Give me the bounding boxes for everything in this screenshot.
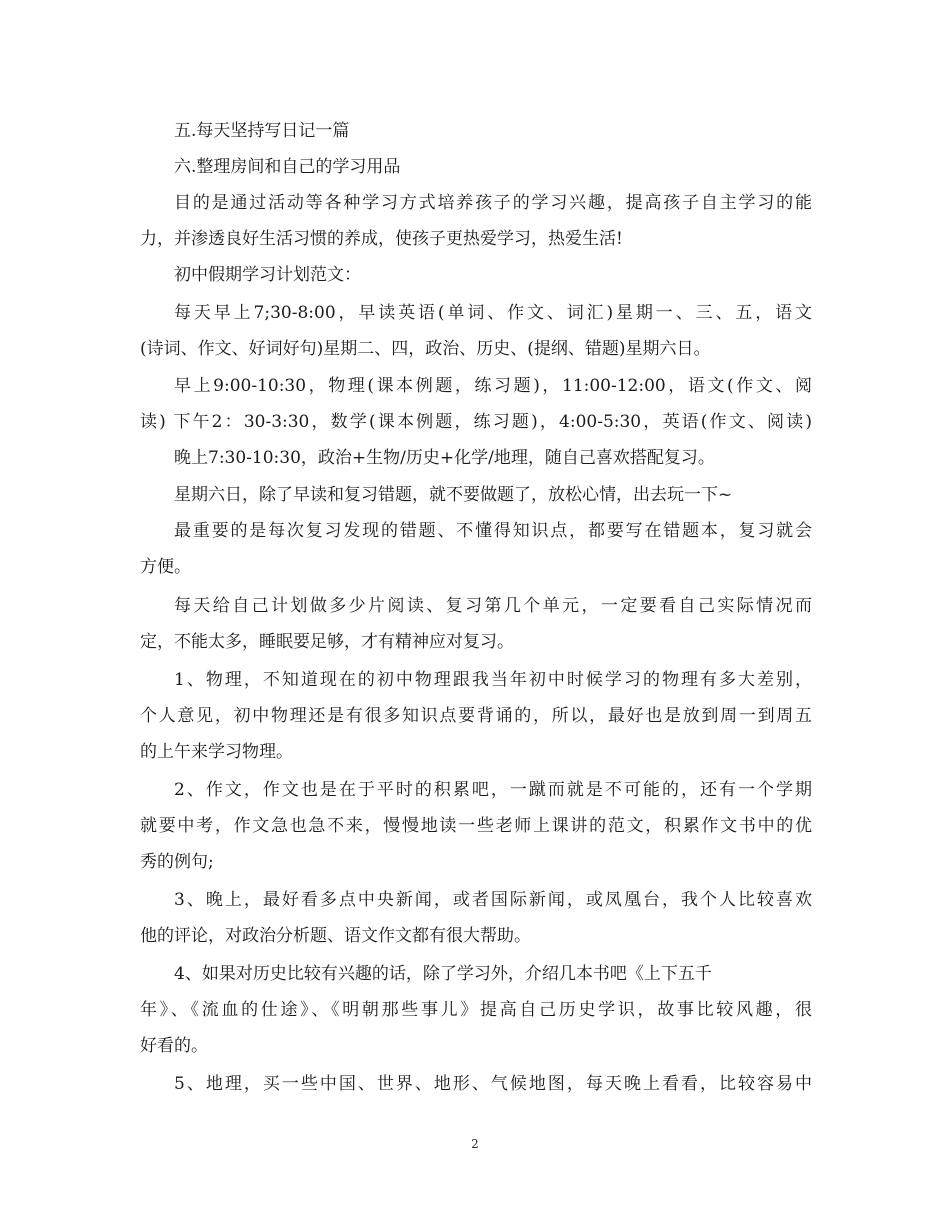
paragraph-line: (诗词、作文、好词好句)星期二、四，政治、历史、(提纲、错题)星期六日。 (140, 339, 711, 359)
paragraph-line: 1、物理，不知道现在的初中物理跟我当年初中时候学习的物理有多大差别， (174, 670, 812, 690)
paragraph-line: 早上9:00-10:30，物理(课本例题，练习题)，11:00-12:00，语文(作文、阅 (174, 376, 812, 396)
paragraph-line: 晚上7:30-10:30，政治+生物/历史+化学/地理，随自己喜欢搭配复习。 (174, 448, 715, 468)
paragraph-line: 方便。 (140, 557, 191, 577)
paragraph-line: 每天早上7;30-8:00，早读英语(单词、作文、词汇)星期一、三、五，语文 (174, 303, 812, 323)
paragraph-line: 目的是通过活动等各种学习方式培养孩子的学习兴趣，提高孩子自主学习的能 (174, 193, 812, 213)
paragraph-line: 就要中考，作文急也急不来，慢慢地读一些老师上课讲的范文，积累作文书中的优 (140, 816, 812, 836)
paragraph-line: 的上午来学习物理。 (140, 742, 293, 762)
paragraph-line: 每天给自己计划做多少片阅读、复习第几个单元，一定要看自己实际情况而 (174, 596, 812, 616)
paragraph-line: 定，不能太多，睡眠要足够，才有精神应对复习。 (140, 632, 514, 652)
paragraph-line: 五.每天坚持写日记一篇 (174, 121, 350, 141)
paragraph-line: 最重要的是每次复习发现的错题、不懂得知识点，都要写在错题本，复习就会 (174, 521, 812, 541)
paragraph-line: 读) 下午2：30-3:30，数学(课本例题，练习题)，4:00-5:30，英语(作文、阅读) (140, 412, 812, 432)
page-number: 2 (471, 1137, 479, 1151)
paragraph-line: 六.整理房间和自己的学习用品 (174, 157, 401, 177)
paragraph-line: 年》、《流血的仕途》、《明朝那些事儿》提高自己历史学识，故事比较风趣，很 (140, 1000, 812, 1020)
paragraph-line: 他的评论，对政治分析题、语文作文都有很大帮助。 (140, 926, 531, 946)
paragraph-line: 好看的。 (140, 1036, 208, 1056)
paragraph-line: 力，并渗透良好生活习惯的养成，使孩子更热爱学习，热爱生活! (140, 229, 623, 249)
paragraph-line: 星期六日，除了早读和复习错题，就不要做题了，放松心情，出去玩一下~ (174, 485, 733, 505)
paragraph-line: 个人意见，初中物理还是有很多知识点要背诵的，所以，最好也是放到周一到周五 (140, 706, 812, 726)
paragraph-line: 3、晚上，最好看多点中央新闻，或者国际新闻，或凤凰台，我个人比较喜欢 (174, 890, 812, 910)
paragraph-line: 5、地理，买一些中国、世界、地形、气候地图，每天晚上看看，比较容易中 (174, 1074, 812, 1094)
paragraph-line: 2、作文，作文也是在于平时的积累吧，一蹴而就是不可能的，还有一个学期 (174, 780, 812, 800)
paragraph-line: 初中假期学习计划范文： (174, 265, 361, 285)
paragraph-line: 秀的例句; (140, 852, 214, 872)
paragraph-line: 4、如果对历史比较有兴趣的话，除了学习外，介绍几本书吧《上下五千 (174, 964, 712, 984)
document-body (140, 113, 812, 1102)
